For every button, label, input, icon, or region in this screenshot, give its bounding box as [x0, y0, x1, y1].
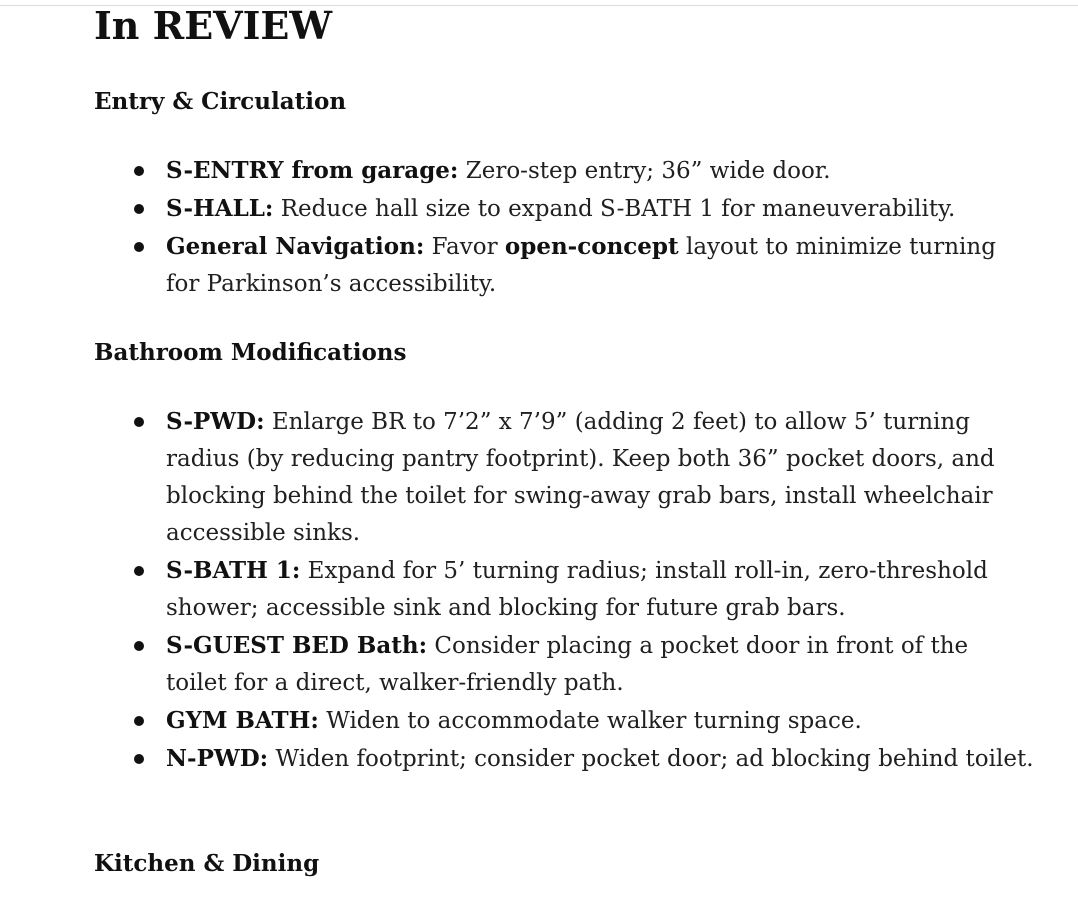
item-label: S-BATH 1: — [166, 557, 301, 584]
list-item — [134, 552, 1034, 627]
item-text: Favor — [424, 234, 505, 260]
bullet-icon — [134, 242, 144, 252]
item-label: S-HALL: — [166, 195, 274, 222]
bathroom-modifications-list — [134, 403, 1034, 778]
list-item — [134, 702, 1034, 740]
section-heading-bathroom-modifications: Bathroom Modifications — [94, 339, 407, 366]
bullet-icon — [134, 204, 144, 214]
item-text: layout to minimize turning for Parkinson’s accessibility. — [166, 234, 996, 297]
item-text: Widen to accommodate walker turning space. — [318, 708, 862, 734]
list-item — [134, 627, 1034, 702]
bullet-icon — [134, 754, 144, 764]
item-text: Zero-step entry; 36” wide door. — [458, 158, 831, 184]
item-label: S-ENTRY from garage: — [166, 157, 459, 184]
bullet-icon — [134, 566, 144, 576]
document-title: In REVIEW — [94, 3, 333, 48]
item-label: General Navigation: — [166, 233, 425, 260]
bullet-icon — [134, 716, 144, 726]
list-item — [134, 403, 1034, 552]
bullet-icon — [134, 641, 144, 651]
section-heading-entry-circulation: Entry & Circulation — [94, 88, 347, 115]
bullet-icon — [134, 166, 144, 176]
bullet-icon — [134, 417, 144, 427]
item-label: S-GUEST BED Bath: — [166, 632, 428, 659]
item-label: GYM BATH: — [166, 707, 319, 734]
item-text: Widen footprint; consider pocket door; ad blocking behind toilet. — [268, 746, 1034, 772]
list-item — [134, 740, 1034, 778]
list-item — [134, 152, 1034, 190]
item-emphasis: open-concept — [504, 233, 679, 260]
list-item — [134, 190, 1034, 228]
item-text: Expand for 5’ turning radius; install roll-in, zero-threshold shower; accessible sink and blocking for future grab bars. — [166, 558, 988, 621]
entry-circulation-list — [134, 152, 1034, 303]
list-item — [134, 228, 1034, 303]
item-label: N-PWD: — [166, 745, 269, 772]
item-text: Reduce hall size to expand S-BATH 1 for maneuverability. — [273, 196, 956, 222]
item-label: S-PWD: — [166, 408, 265, 435]
item-text: Consider placing a pocket door in front of the toilet for a direct, walker-friendly path. — [166, 633, 969, 696]
item-text: Enlarge BR to 7’2” x 7’9” (adding 2 feet) to allow 5’ turning radius (by reducing pantry footprint). Keep both 36” pocket doors, and blocking behind the toilet for swing-away grab bars, install wheelchair accessible sinks. — [166, 409, 995, 546]
section-heading-kitchen-dining: Kitchen & Dining — [94, 850, 320, 877]
